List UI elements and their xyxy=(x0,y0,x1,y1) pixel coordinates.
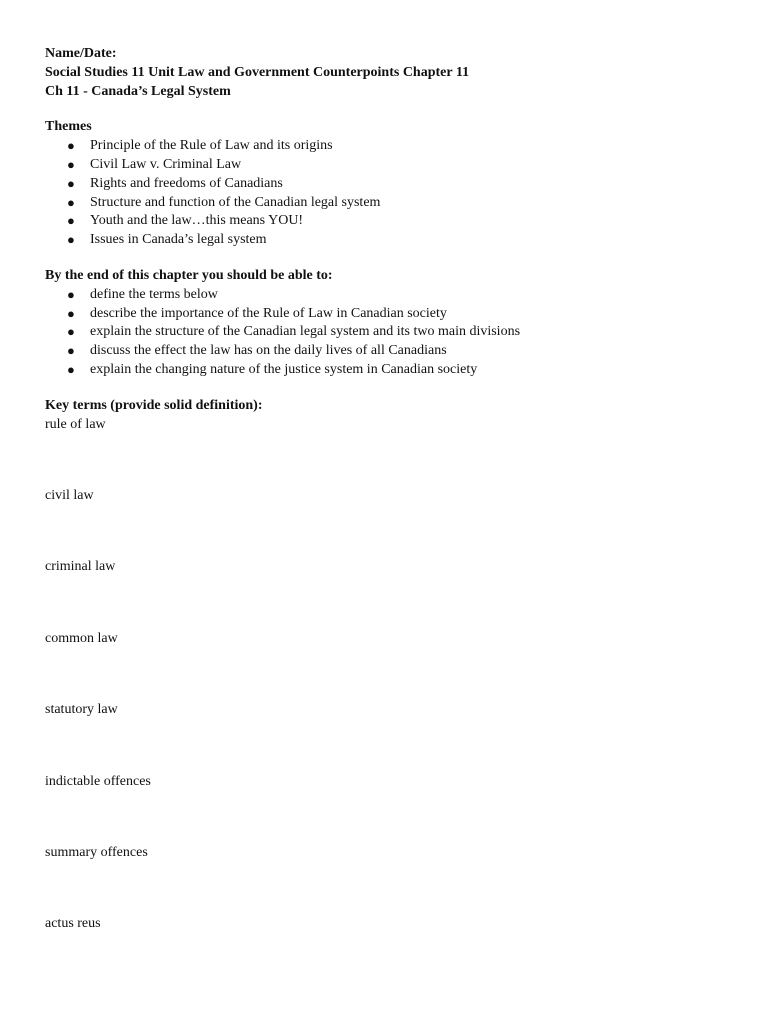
key-term: civil law xyxy=(45,487,94,503)
bullet-icon: ● xyxy=(67,305,75,321)
themes-heading: Themes xyxy=(45,119,92,135)
key-terms-list xyxy=(45,416,735,987)
bullet-icon: ● xyxy=(67,213,75,229)
list-item xyxy=(45,175,735,194)
themes-list xyxy=(45,137,735,250)
objective-text: define the terms below xyxy=(90,286,218,302)
list-item xyxy=(45,323,735,342)
bullet-icon: ● xyxy=(67,343,75,359)
chapter-title: Ch 11 - Canada’s Legal System xyxy=(45,83,231,99)
key-term: summary offences xyxy=(45,844,148,860)
theme-text: Issues in Canada’s legal system xyxy=(90,232,267,248)
list-item xyxy=(45,361,735,380)
key-term: criminal law xyxy=(45,559,116,575)
list-item xyxy=(45,342,735,361)
objectives-list xyxy=(45,286,735,380)
bullet-icon: ● xyxy=(67,138,75,154)
bullet-icon: ● xyxy=(67,156,75,172)
key-term: rule of law xyxy=(45,416,106,432)
key-term: indictable offences xyxy=(45,773,151,789)
bullet-icon: ● xyxy=(67,175,75,191)
bullet-icon: ● xyxy=(67,194,75,210)
spacer xyxy=(45,250,735,267)
objective-text: describe the importance of the Rule of Law in Canadian society xyxy=(90,305,447,321)
spacer xyxy=(45,380,735,397)
list-item xyxy=(45,194,735,213)
key-term: statutory law xyxy=(45,702,118,718)
objective-text: discuss the effect the law has on the daily lives of all Canadians xyxy=(90,343,447,359)
course-title: Social Studies 11 Unit Law and Government Counterpoints Chapter 11 xyxy=(45,64,470,80)
bullet-icon: ● xyxy=(67,361,75,377)
bullet-icon: ● xyxy=(67,286,75,302)
key-term: actus reus xyxy=(45,916,101,932)
theme-text: Youth and the law…this means YOU! xyxy=(90,213,304,229)
bullet-icon: ● xyxy=(67,232,75,248)
list-item xyxy=(45,231,735,250)
key-term: common law xyxy=(45,630,118,646)
worksheet-content xyxy=(45,45,735,987)
theme-text: Structure and function of the Canadian legal system xyxy=(90,194,381,210)
theme-text: Rights and freedoms of Canadians xyxy=(90,175,283,191)
spacer xyxy=(45,101,735,118)
key-terms-heading: Key terms (provide solid definition): xyxy=(45,397,263,413)
theme-text: Civil Law v. Criminal Law xyxy=(90,156,242,172)
name-date-label: Name/Date: xyxy=(45,46,117,61)
list-item xyxy=(45,156,735,175)
bullet-icon: ● xyxy=(67,324,75,340)
list-item xyxy=(45,286,735,305)
objective-text: explain the changing nature of the justice system in Canadian society xyxy=(90,361,478,377)
list-item xyxy=(45,212,735,231)
list-item xyxy=(45,305,735,324)
theme-text: Principle of the Rule of Law and its origins xyxy=(90,138,333,154)
objective-text: explain the structure of the Canadian legal system and its two main divisions xyxy=(90,324,521,340)
objectives-heading: By the end of this chapter you should be able to: xyxy=(45,267,333,283)
list-item xyxy=(45,137,735,156)
